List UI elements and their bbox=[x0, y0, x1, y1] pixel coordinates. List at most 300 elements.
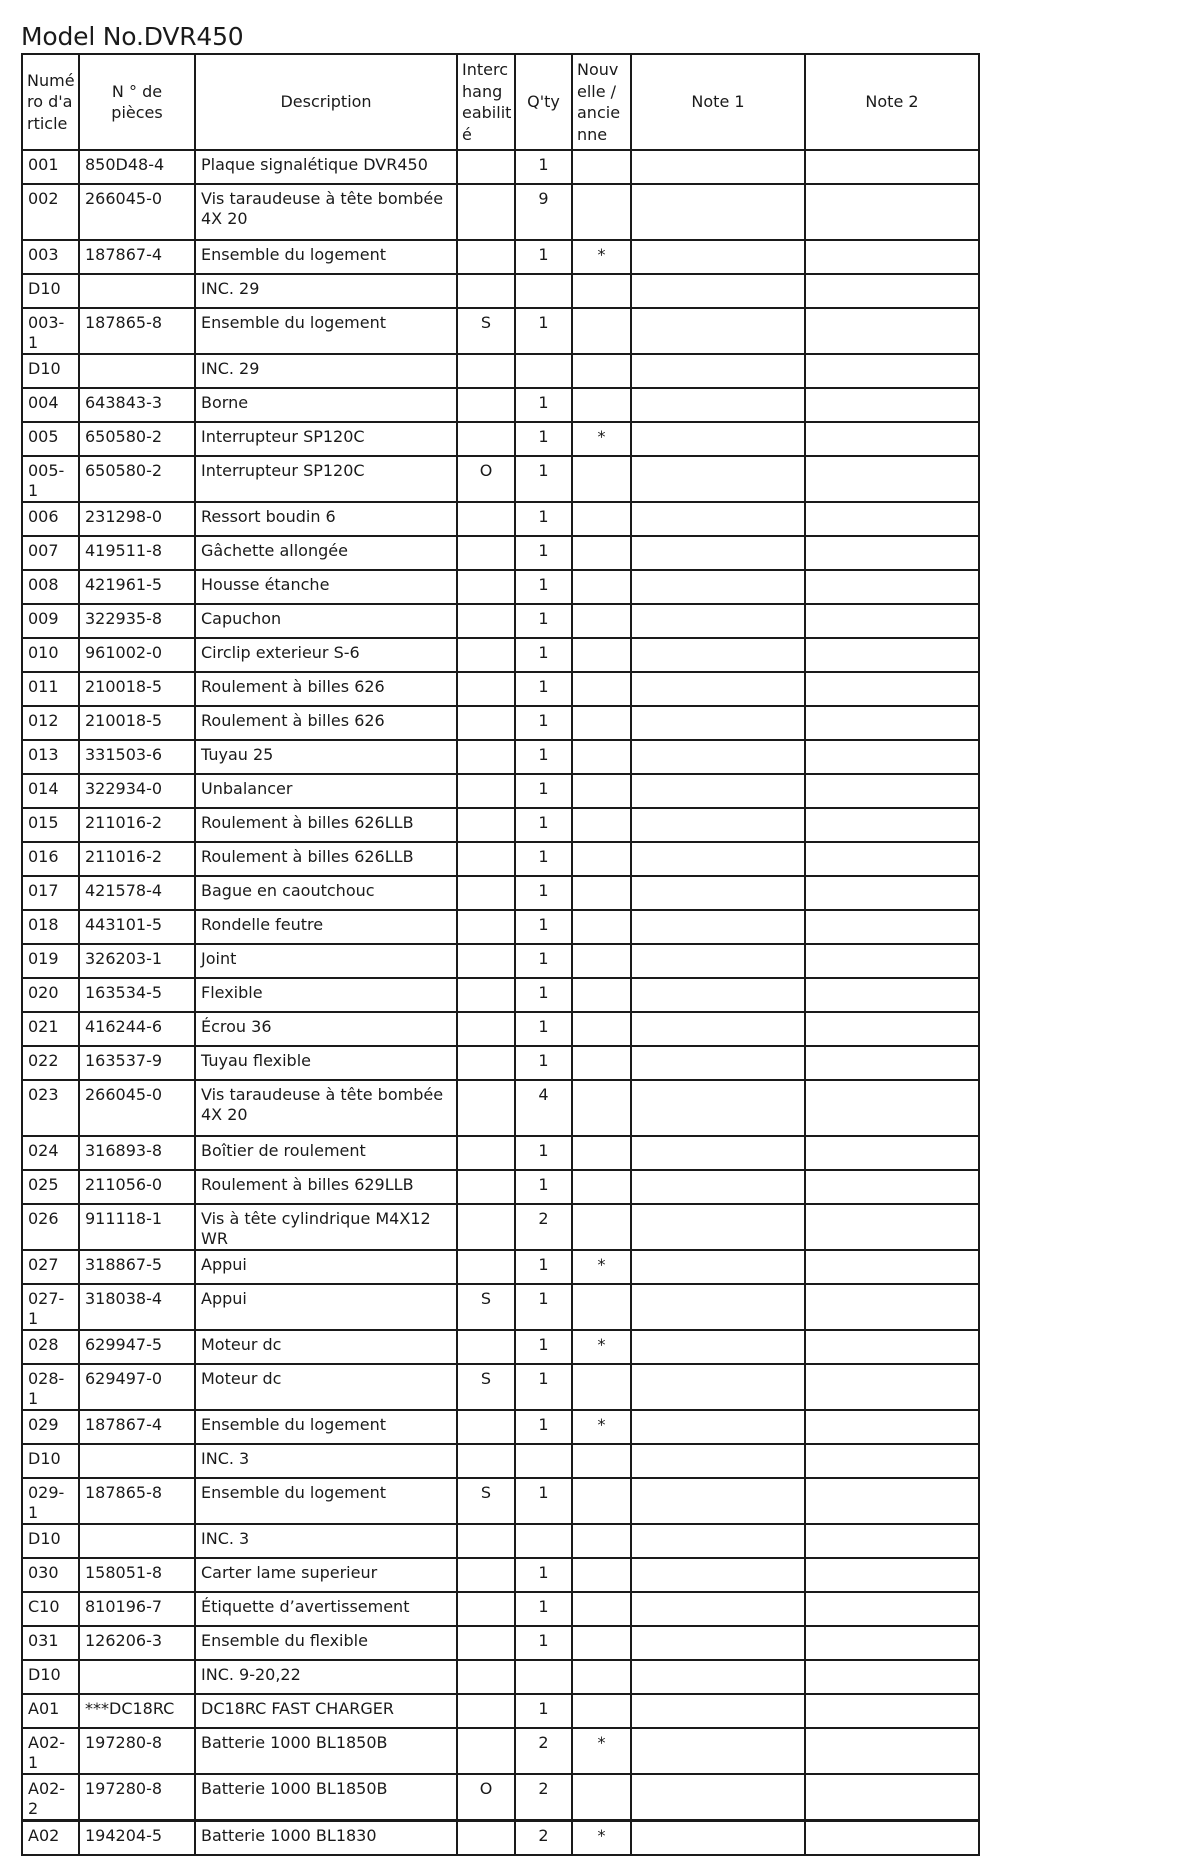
quantity-cell: 1 bbox=[515, 1364, 572, 1410]
new-old-cell bbox=[572, 388, 631, 422]
note-1-cell bbox=[631, 808, 805, 842]
item-number-cell: 021 bbox=[22, 1012, 79, 1046]
table-row bbox=[22, 876, 979, 910]
interchangeability-cell: S bbox=[457, 1364, 515, 1410]
part-number-cell: 197280-8 bbox=[79, 1774, 195, 1821]
description-cell: Ensemble du logement bbox=[195, 308, 457, 354]
part-number-cell: 211016-2 bbox=[79, 808, 195, 842]
quantity-cell: 1 bbox=[515, 536, 572, 570]
description-cell: Ensemble du logement bbox=[195, 240, 457, 274]
item-number-cell: 024 bbox=[22, 1136, 79, 1170]
note-1-cell bbox=[631, 1170, 805, 1204]
quantity-cell: 1 bbox=[515, 1694, 572, 1728]
header-line: Note 2 bbox=[865, 92, 919, 112]
item-number-cell: 002 bbox=[22, 184, 79, 240]
note-2-cell bbox=[805, 1330, 979, 1364]
interchangeability-cell bbox=[457, 944, 515, 978]
note-2-cell bbox=[805, 1284, 979, 1330]
part-number-cell: 318867-5 bbox=[79, 1250, 195, 1284]
note-1-cell bbox=[631, 1364, 805, 1410]
description-cell: Vis taraudeuse à tête bombée 4X 20 bbox=[195, 1080, 457, 1136]
new-old-cell bbox=[572, 1694, 631, 1728]
quantity-cell: 1 bbox=[515, 388, 572, 422]
description-cell: Roulement à billes 626 bbox=[195, 672, 457, 706]
item-number-cell: 008 bbox=[22, 570, 79, 604]
table-row bbox=[22, 706, 979, 740]
interchangeability-cell bbox=[457, 1046, 515, 1080]
table-row bbox=[22, 944, 979, 978]
interchangeability-cell bbox=[457, 184, 515, 240]
part-number-cell: 266045-0 bbox=[79, 184, 195, 240]
interchangeability-cell bbox=[457, 354, 515, 388]
new-old-cell bbox=[572, 706, 631, 740]
table-row bbox=[22, 774, 979, 808]
description-cell: Capuchon bbox=[195, 604, 457, 638]
new-old-cell bbox=[572, 1080, 631, 1136]
part-number-cell: 629947-5 bbox=[79, 1330, 195, 1364]
quantity-cell: 1 bbox=[515, 706, 572, 740]
parts-table bbox=[21, 53, 980, 1856]
note-1-cell bbox=[631, 740, 805, 774]
note-1-cell bbox=[631, 274, 805, 308]
note-1-cell bbox=[631, 240, 805, 274]
item-number-cell: 030 bbox=[22, 1558, 79, 1592]
part-number-cell: 210018-5 bbox=[79, 706, 195, 740]
item-number-cell: 031 bbox=[22, 1626, 79, 1660]
table-row bbox=[22, 502, 979, 536]
quantity-cell: 1 bbox=[515, 308, 572, 354]
part-number-cell bbox=[79, 1444, 195, 1478]
part-number-cell: 187867-4 bbox=[79, 1410, 195, 1444]
interchangeability-cell bbox=[457, 1558, 515, 1592]
new-old-cell bbox=[572, 1364, 631, 1410]
part-number-cell: 163537-9 bbox=[79, 1046, 195, 1080]
quantity-cell bbox=[515, 1524, 572, 1558]
note-2-cell bbox=[805, 1524, 979, 1558]
interchangeability-cell bbox=[457, 1444, 515, 1478]
note-2-cell bbox=[805, 1204, 979, 1250]
item-number-cell: 016 bbox=[22, 842, 79, 876]
new-old-cell bbox=[572, 604, 631, 638]
note-2-cell bbox=[805, 978, 979, 1012]
new-old-cell bbox=[572, 308, 631, 354]
new-old-cell: * bbox=[572, 1250, 631, 1284]
table-row bbox=[22, 1012, 979, 1046]
table-row bbox=[22, 1592, 979, 1626]
table-row bbox=[22, 978, 979, 1012]
new-old-cell bbox=[572, 672, 631, 706]
new-old-cell bbox=[572, 774, 631, 808]
header-line: Numé bbox=[27, 70, 75, 90]
quantity-cell: 1 bbox=[515, 422, 572, 456]
new-old-cell bbox=[572, 1774, 631, 1821]
quantity-cell: 2 bbox=[515, 1728, 572, 1774]
table-row bbox=[22, 672, 979, 706]
interchangeability-cell bbox=[457, 150, 515, 184]
note-1-cell bbox=[631, 456, 805, 502]
item-number-cell: 017 bbox=[22, 876, 79, 910]
table-row bbox=[22, 388, 979, 422]
description-cell: Tuyau flexible bbox=[195, 1046, 457, 1080]
description-cell: Étiquette d’avertissement bbox=[195, 1592, 457, 1626]
note-1-cell bbox=[631, 422, 805, 456]
table-row bbox=[22, 1330, 979, 1364]
note-2-cell bbox=[805, 910, 979, 944]
quantity-cell: 1 bbox=[515, 808, 572, 842]
header-line: é bbox=[462, 124, 472, 144]
note-2-cell bbox=[805, 1728, 979, 1774]
interchangeability-cell bbox=[457, 672, 515, 706]
part-number-cell: 126206-3 bbox=[79, 1626, 195, 1660]
note-1-cell bbox=[631, 308, 805, 354]
part-number-cell: 419511-8 bbox=[79, 536, 195, 570]
new-old-cell: * bbox=[572, 422, 631, 456]
description-cell: INC. 9-20,22 bbox=[195, 1660, 457, 1694]
item-number-cell: D10 bbox=[22, 1660, 79, 1694]
new-old-cell bbox=[572, 456, 631, 502]
part-number-cell bbox=[79, 1660, 195, 1694]
item-number-cell: A02-1 bbox=[22, 1728, 79, 1774]
new-old-cell bbox=[572, 1046, 631, 1080]
note-2-cell bbox=[805, 1012, 979, 1046]
note-2-cell bbox=[805, 638, 979, 672]
table-row bbox=[22, 240, 979, 274]
quantity-cell: 1 bbox=[515, 150, 572, 184]
interchangeability-cell bbox=[457, 1626, 515, 1660]
description-cell: Ressort boudin 6 bbox=[195, 502, 457, 536]
new-old-cell bbox=[572, 1478, 631, 1524]
note-1-cell bbox=[631, 1774, 805, 1821]
table-row bbox=[22, 740, 979, 774]
description-cell: Roulement à billes 626 bbox=[195, 706, 457, 740]
interchangeability-cell bbox=[457, 876, 515, 910]
interchangeability-cell bbox=[457, 536, 515, 570]
description-cell: Housse étanche bbox=[195, 570, 457, 604]
interchangeability-cell bbox=[457, 706, 515, 740]
quantity-cell: 1 bbox=[515, 944, 572, 978]
table-row bbox=[22, 1660, 979, 1694]
new-old-cell bbox=[572, 638, 631, 672]
description-cell: Plaque signalétique DVR450 bbox=[195, 150, 457, 184]
note-1-cell bbox=[631, 184, 805, 240]
new-old-cell bbox=[572, 502, 631, 536]
table-row bbox=[22, 1774, 979, 1821]
part-number-cell: 210018-5 bbox=[79, 672, 195, 706]
note-1-cell bbox=[631, 1284, 805, 1330]
table-row bbox=[22, 1170, 979, 1204]
item-number-cell: 015 bbox=[22, 808, 79, 842]
table-row bbox=[22, 354, 979, 388]
part-number-cell: 421578-4 bbox=[79, 876, 195, 910]
part-number-cell: 810196-7 bbox=[79, 1592, 195, 1626]
table-row bbox=[22, 1478, 979, 1524]
quantity-cell: 1 bbox=[515, 570, 572, 604]
note-2-cell bbox=[805, 354, 979, 388]
new-old-cell bbox=[572, 1660, 631, 1694]
quantity-cell: 1 bbox=[515, 1330, 572, 1364]
note-2-cell bbox=[805, 1046, 979, 1080]
description-cell: Vis à tête cylindrique M4X12 WR bbox=[195, 1204, 457, 1250]
item-number-cell: A02-2 bbox=[22, 1774, 79, 1821]
item-number-cell: 019 bbox=[22, 944, 79, 978]
table-row bbox=[22, 842, 979, 876]
item-number-cell: 023 bbox=[22, 1080, 79, 1136]
table-row bbox=[22, 1364, 979, 1410]
description-cell: Roulement à billes 626LLB bbox=[195, 808, 457, 842]
part-number-cell: 331503-6 bbox=[79, 740, 195, 774]
table-row bbox=[22, 184, 979, 240]
table-row bbox=[22, 808, 979, 842]
table-row bbox=[22, 1046, 979, 1080]
item-number-cell: 027-1 bbox=[22, 1284, 79, 1330]
item-number-cell: 009 bbox=[22, 604, 79, 638]
new-old-cell bbox=[572, 354, 631, 388]
note-1-cell bbox=[631, 1012, 805, 1046]
quantity-cell: 1 bbox=[515, 978, 572, 1012]
note-2-cell bbox=[805, 1821, 979, 1856]
description-cell: Ensemble du logement bbox=[195, 1478, 457, 1524]
part-number-cell: 197280-8 bbox=[79, 1728, 195, 1774]
new-old-cell bbox=[572, 570, 631, 604]
description-cell: Batterie 1000 BL1850B bbox=[195, 1728, 457, 1774]
description-cell: Ensemble du logement bbox=[195, 1410, 457, 1444]
table-row bbox=[22, 1080, 979, 1136]
quantity-cell: 1 bbox=[515, 1046, 572, 1080]
item-number-cell: 018 bbox=[22, 910, 79, 944]
new-old-cell: * bbox=[572, 1728, 631, 1774]
item-number-cell: 003 bbox=[22, 240, 79, 274]
quantity-cell: 1 bbox=[515, 604, 572, 638]
note-1-cell bbox=[631, 1821, 805, 1856]
item-number-cell: 027 bbox=[22, 1250, 79, 1284]
part-number-cell: 911118-1 bbox=[79, 1204, 195, 1250]
note-1-cell bbox=[631, 502, 805, 536]
item-number-cell: 020 bbox=[22, 978, 79, 1012]
part-number-cell bbox=[79, 1524, 195, 1558]
quantity-cell: 1 bbox=[515, 502, 572, 536]
table-row bbox=[22, 1821, 979, 1856]
item-number-cell: 025 bbox=[22, 1170, 79, 1204]
interchangeability-cell bbox=[457, 638, 515, 672]
table-row bbox=[22, 1626, 979, 1660]
header-line: nne bbox=[577, 124, 608, 144]
new-old-cell bbox=[572, 1204, 631, 1250]
note-1-cell bbox=[631, 1330, 805, 1364]
description-cell: Gâchette allongée bbox=[195, 536, 457, 570]
quantity-cell: 9 bbox=[515, 184, 572, 240]
note-1-cell bbox=[631, 354, 805, 388]
note-2-cell bbox=[805, 1694, 979, 1728]
note-2-cell bbox=[805, 842, 979, 876]
interchangeability-cell bbox=[457, 240, 515, 274]
note-2-cell bbox=[805, 308, 979, 354]
new-old-cell bbox=[572, 740, 631, 774]
note-1-cell bbox=[631, 978, 805, 1012]
header-note-2 bbox=[805, 54, 979, 150]
header-line: Description bbox=[280, 92, 372, 112]
note-1-cell bbox=[631, 1728, 805, 1774]
part-number-cell: 187865-8 bbox=[79, 1478, 195, 1524]
quantity-cell: 2 bbox=[515, 1821, 572, 1856]
table-row bbox=[22, 1444, 979, 1478]
description-cell: Flexible bbox=[195, 978, 457, 1012]
new-old-cell: * bbox=[572, 1330, 631, 1364]
header-line: ro d'a bbox=[27, 92, 73, 112]
note-1-cell bbox=[631, 1444, 805, 1478]
new-old-cell bbox=[572, 978, 631, 1012]
part-number-cell: 211056-0 bbox=[79, 1170, 195, 1204]
item-number-cell: 014 bbox=[22, 774, 79, 808]
description-cell: Interrupteur SP120C bbox=[195, 422, 457, 456]
header-new-old bbox=[572, 54, 631, 150]
new-old-cell: * bbox=[572, 1410, 631, 1444]
header-line: N ° de pièces bbox=[111, 81, 163, 122]
interchangeability-cell: S bbox=[457, 1284, 515, 1330]
quantity-cell: 2 bbox=[515, 1204, 572, 1250]
part-number-cell: ***DC18RC bbox=[79, 1694, 195, 1728]
quantity-cell: 1 bbox=[515, 1012, 572, 1046]
item-number-cell: 022 bbox=[22, 1046, 79, 1080]
part-number-cell: 443101-5 bbox=[79, 910, 195, 944]
new-old-cell bbox=[572, 876, 631, 910]
header-line: Note 1 bbox=[691, 92, 745, 112]
part-number-cell: 650580-2 bbox=[79, 422, 195, 456]
part-number-cell: 322935-8 bbox=[79, 604, 195, 638]
item-number-cell: 028 bbox=[22, 1330, 79, 1364]
header-line: Interc bbox=[462, 60, 508, 79]
quantity-cell bbox=[515, 274, 572, 308]
note-2-cell bbox=[805, 1250, 979, 1284]
interchangeability-cell: O bbox=[457, 456, 515, 502]
table-row bbox=[22, 274, 979, 308]
quantity-cell: 1 bbox=[515, 1558, 572, 1592]
quantity-cell: 1 bbox=[515, 240, 572, 274]
item-number-cell: D10 bbox=[22, 274, 79, 308]
quantity-cell: 1 bbox=[515, 740, 572, 774]
part-number-cell: 163534-5 bbox=[79, 978, 195, 1012]
item-number-cell: 011 bbox=[22, 672, 79, 706]
page-title: Model No.DVR450 bbox=[21, 22, 244, 51]
part-number-cell: 211016-2 bbox=[79, 842, 195, 876]
quantity-cell: 1 bbox=[515, 1136, 572, 1170]
part-number-cell: 421961-5 bbox=[79, 570, 195, 604]
interchangeability-cell bbox=[457, 910, 515, 944]
note-1-cell bbox=[631, 1204, 805, 1250]
description-cell: Tuyau 25 bbox=[195, 740, 457, 774]
new-old-cell bbox=[572, 1444, 631, 1478]
table-row bbox=[22, 1204, 979, 1250]
interchangeability-cell bbox=[457, 1012, 515, 1046]
note-2-cell bbox=[805, 240, 979, 274]
new-old-cell bbox=[572, 274, 631, 308]
note-1-cell bbox=[631, 842, 805, 876]
table-row bbox=[22, 1728, 979, 1774]
new-old-cell: * bbox=[572, 240, 631, 274]
description-cell: INC. 3 bbox=[195, 1524, 457, 1558]
quantity-cell bbox=[515, 1444, 572, 1478]
quantity-cell: 1 bbox=[515, 910, 572, 944]
description-cell: Interrupteur SP120C bbox=[195, 456, 457, 502]
new-old-cell bbox=[572, 1012, 631, 1046]
interchangeability-cell bbox=[457, 1136, 515, 1170]
table-row bbox=[22, 570, 979, 604]
new-old-cell bbox=[572, 1284, 631, 1330]
description-cell: Unbalancer bbox=[195, 774, 457, 808]
table-row bbox=[22, 1410, 979, 1444]
note-1-cell bbox=[631, 1626, 805, 1660]
description-cell: Moteur dc bbox=[195, 1364, 457, 1410]
quantity-cell: 1 bbox=[515, 876, 572, 910]
note-1-cell bbox=[631, 1046, 805, 1080]
note-2-cell bbox=[805, 604, 979, 638]
quantity-cell: 1 bbox=[515, 1170, 572, 1204]
header-line: Q'ty bbox=[527, 92, 560, 112]
item-number-cell: A01 bbox=[22, 1694, 79, 1728]
note-1-cell bbox=[631, 1250, 805, 1284]
description-cell: Roulement à billes 626LLB bbox=[195, 842, 457, 876]
table-row bbox=[22, 910, 979, 944]
part-number-cell: 961002-0 bbox=[79, 638, 195, 672]
item-number-cell: 005 bbox=[22, 422, 79, 456]
interchangeability-cell bbox=[457, 1694, 515, 1728]
item-number-cell: C10 bbox=[22, 1592, 79, 1626]
part-number-cell: 194204-5 bbox=[79, 1821, 195, 1856]
new-old-cell bbox=[572, 150, 631, 184]
table-row bbox=[22, 536, 979, 570]
interchangeability-cell bbox=[457, 1204, 515, 1250]
item-number-cell: A02 bbox=[22, 1821, 79, 1856]
part-number-cell: 416244-6 bbox=[79, 1012, 195, 1046]
part-number-cell: 650580-2 bbox=[79, 456, 195, 502]
note-1-cell bbox=[631, 910, 805, 944]
part-number-cell: 266045-0 bbox=[79, 1080, 195, 1136]
note-2-cell bbox=[805, 740, 979, 774]
item-number-cell: 010 bbox=[22, 638, 79, 672]
note-1-cell bbox=[631, 1592, 805, 1626]
note-1-cell bbox=[631, 604, 805, 638]
interchangeability-cell bbox=[457, 740, 515, 774]
quantity-cell: 1 bbox=[515, 842, 572, 876]
quantity-cell: 1 bbox=[515, 1284, 572, 1330]
note-2-cell bbox=[805, 388, 979, 422]
table-header-row bbox=[22, 54, 979, 150]
part-number-cell: 158051-8 bbox=[79, 1558, 195, 1592]
note-2-cell bbox=[805, 876, 979, 910]
note-2-cell bbox=[805, 1626, 979, 1660]
header-line: eabilit bbox=[462, 103, 512, 122]
note-1-cell bbox=[631, 150, 805, 184]
table-row bbox=[22, 150, 979, 184]
part-number-cell: 187867-4 bbox=[79, 240, 195, 274]
note-2-cell bbox=[805, 1410, 979, 1444]
header-line: Nouv bbox=[577, 60, 619, 79]
new-old-cell bbox=[572, 842, 631, 876]
item-number-cell: 004 bbox=[22, 388, 79, 422]
note-2-cell bbox=[805, 150, 979, 184]
note-1-cell bbox=[631, 1524, 805, 1558]
table-row bbox=[22, 604, 979, 638]
interchangeability-cell bbox=[457, 774, 515, 808]
quantity-cell: 1 bbox=[515, 1626, 572, 1660]
note-2-cell bbox=[805, 184, 979, 240]
quantity-cell bbox=[515, 354, 572, 388]
note-2-cell bbox=[805, 456, 979, 502]
interchangeability-cell bbox=[457, 570, 515, 604]
part-number-cell: 316893-8 bbox=[79, 1136, 195, 1170]
part-number-cell: 322934-0 bbox=[79, 774, 195, 808]
table-row bbox=[22, 1558, 979, 1592]
note-2-cell bbox=[805, 672, 979, 706]
